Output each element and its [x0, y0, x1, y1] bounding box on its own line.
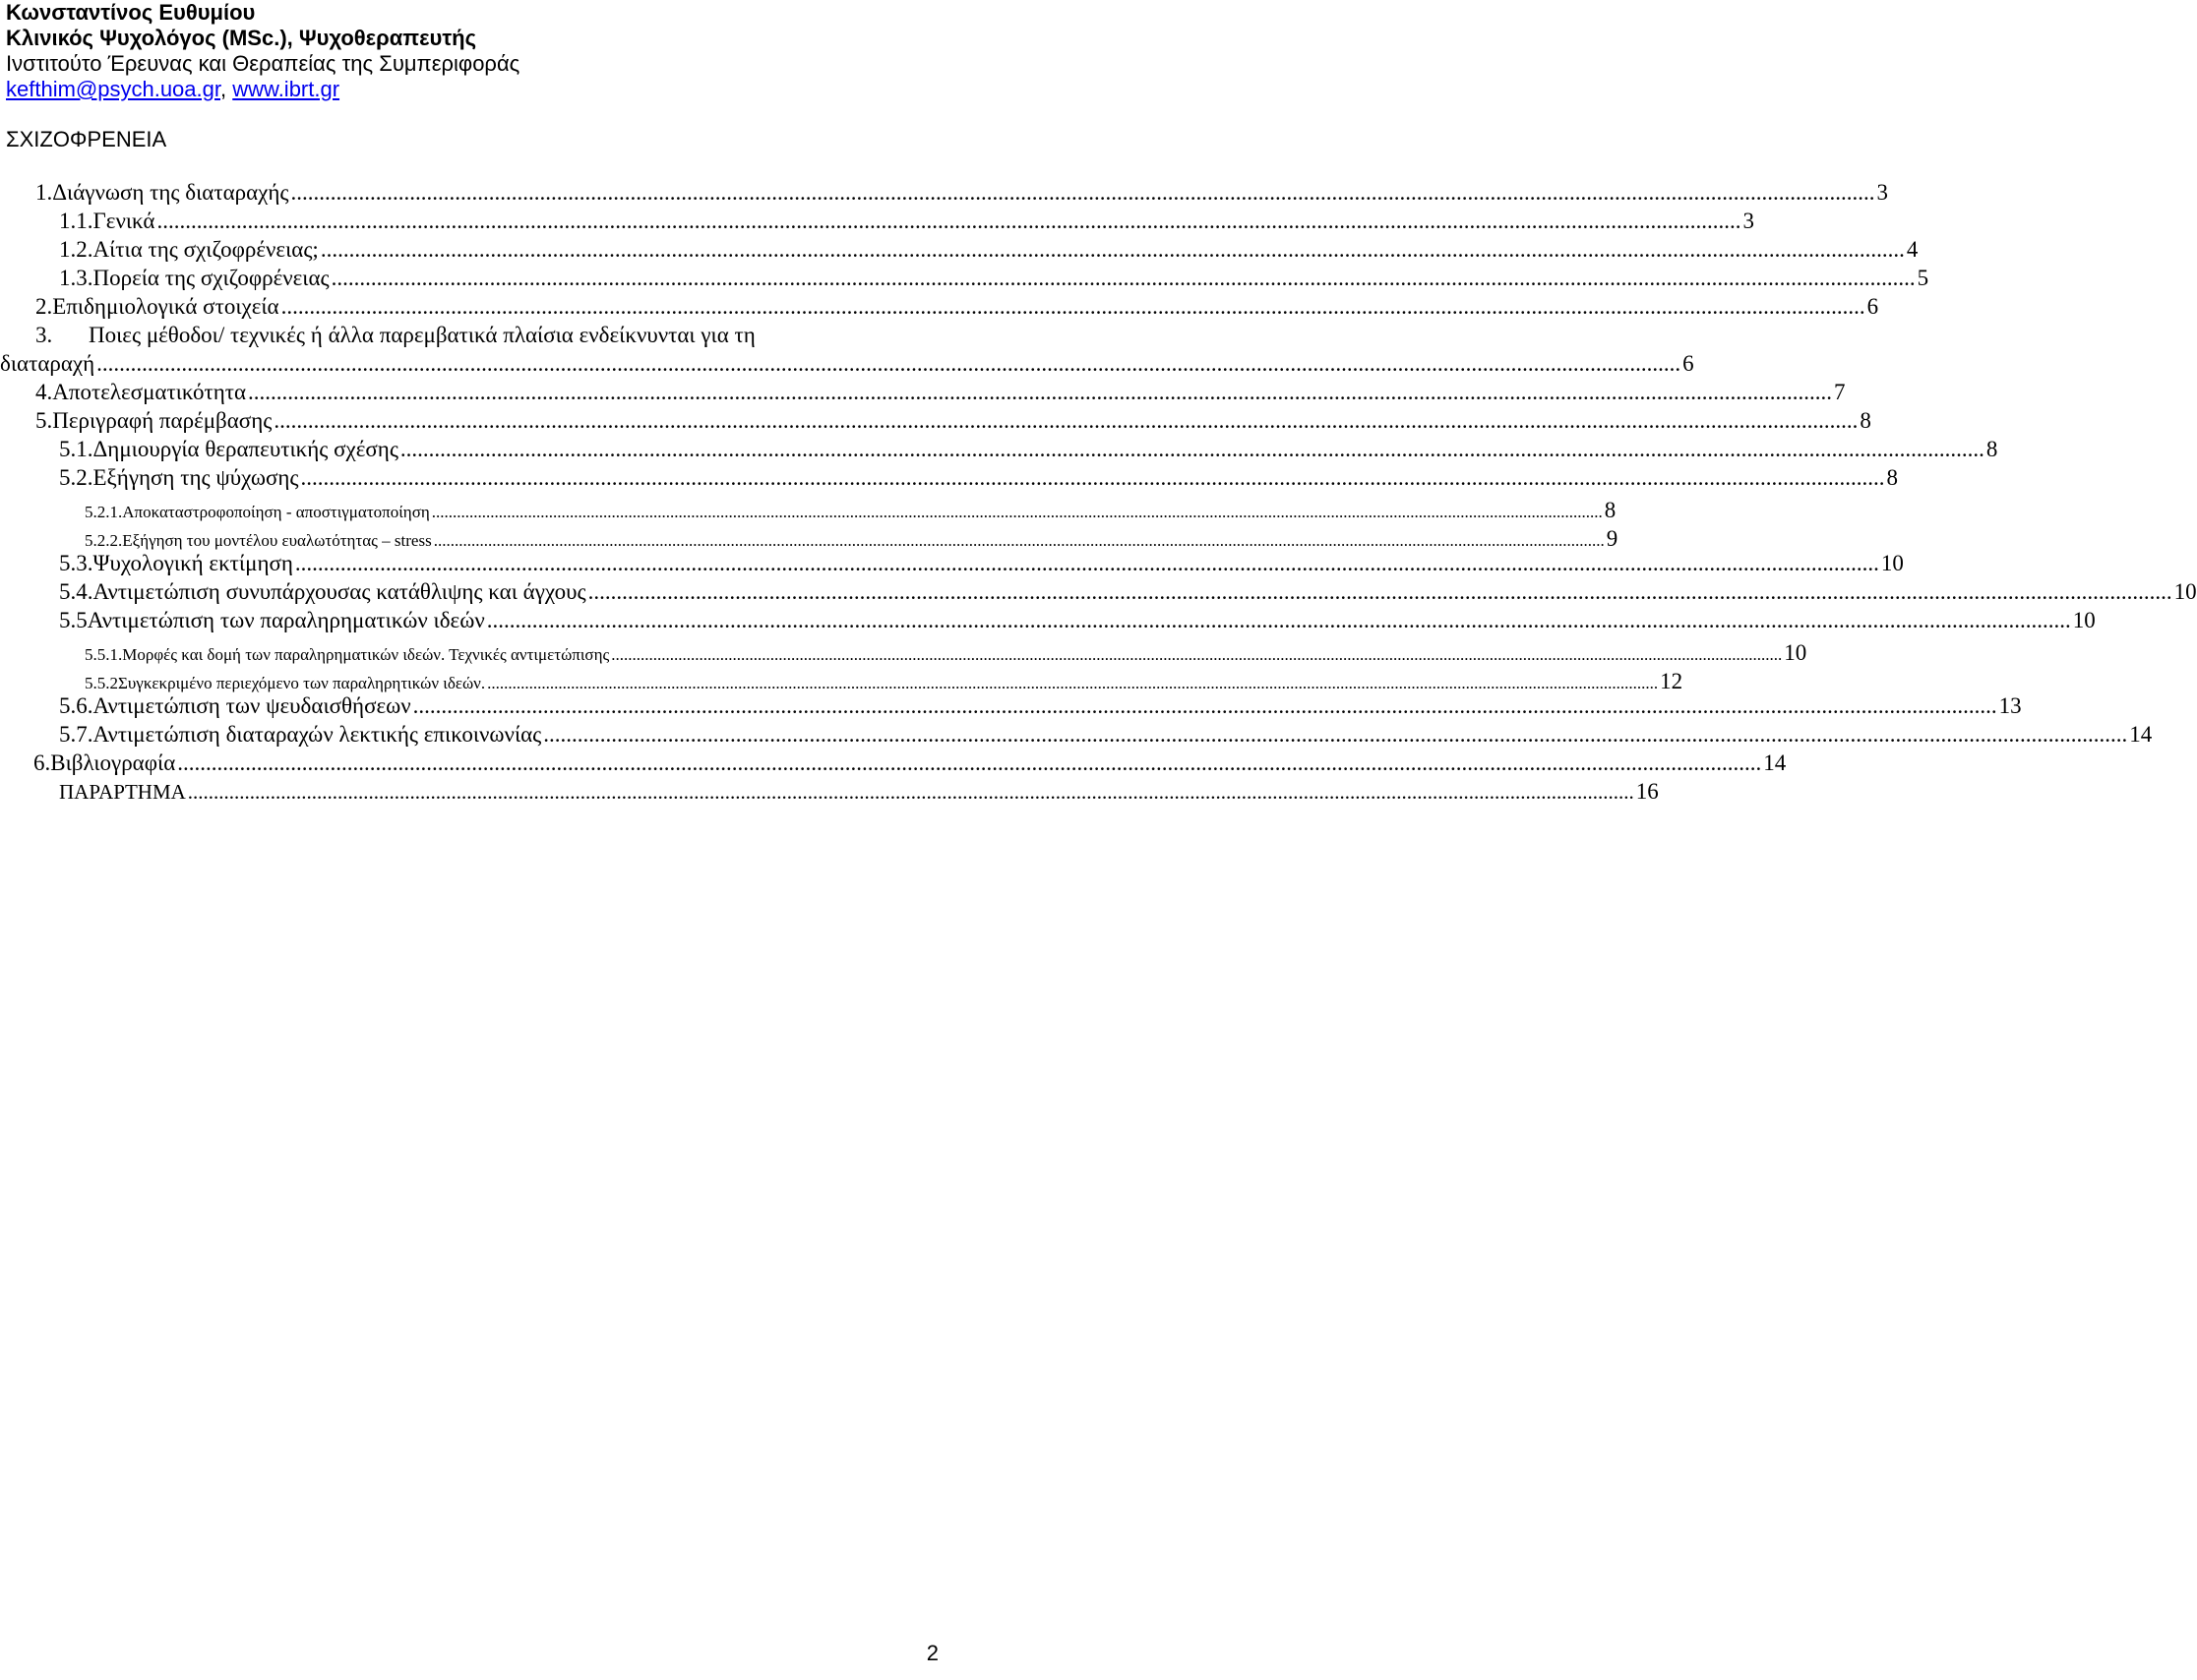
toc-entry[interactable] — [59, 209, 1754, 234]
toc-leader-dots — [432, 503, 1603, 522]
toc-entry-first-line[interactable] — [35, 323, 948, 348]
toc-leader-dots — [588, 579, 2172, 605]
toc-leader-dots — [96, 351, 1680, 377]
author-name: Κωνσταντίνος Ευθυμίου — [6, 0, 256, 25]
toc-entry-number: 1.2. — [59, 237, 93, 262]
toc-entry-title: Επιδημιολογικά στοιχεία — [52, 294, 279, 319]
toc-entry[interactable] — [85, 526, 1618, 552]
toc-entry-title: Ποιες μέθοδοι/ τεχνικές ή άλλα παρεμβατικά πλαίσια ενδείκνυνται για τη — [89, 323, 756, 347]
toc-entry-title: Συγκεκριμένο περιεχόμενο των παραληρητικών ιδεών. — [118, 674, 486, 692]
toc-entry[interactable] — [35, 180, 1889, 206]
toc-leader-dots — [332, 266, 1916, 291]
toc-leader-dots — [434, 531, 1605, 551]
toc-entry-page: 6 — [1682, 351, 1694, 376]
toc-entry-title: Βιβλιογραφία — [50, 750, 176, 775]
toc-entry[interactable] — [59, 579, 2197, 605]
toc-entry-title: Εξήγηση του μοντέλου ευαλωτότητας – stress — [122, 531, 432, 550]
toc-entry[interactable] — [59, 608, 2096, 633]
toc-leader-dots — [487, 608, 2071, 633]
toc-entry-page: 14 — [2129, 722, 2153, 747]
toc-entry[interactable] — [59, 437, 1998, 462]
toc-entry-number: 5.3. — [59, 551, 93, 575]
toc-entry-number: 3. — [35, 323, 53, 347]
toc-leader-dots — [301, 465, 1885, 491]
toc-entry-title: Περιγραφή παρέμβασης — [52, 408, 273, 433]
toc-entry-page: 13 — [1998, 693, 2022, 718]
toc-entry-page: 10 — [2173, 579, 2197, 604]
toc-entry-number: 5.6. — [59, 693, 93, 718]
toc-entry[interactable] — [59, 237, 1919, 263]
toc-leader-dots — [413, 693, 1997, 719]
toc-entry-number: 1.3. — [59, 266, 93, 290]
email-link[interactable]: kefthim@psych.uoa.gr — [6, 77, 220, 101]
toc-entry-number: 5.2.1. — [85, 503, 123, 521]
toc-entry[interactable] — [59, 266, 1929, 291]
toc-entry-number: 5.2.2. — [85, 531, 123, 550]
contact-separator: , — [220, 77, 227, 101]
toc-entry-title: Ψυχολογική εκτίμηση — [92, 551, 293, 575]
toc-entry[interactable] — [59, 465, 1898, 491]
toc-entry[interactable] — [85, 498, 1617, 523]
toc-entry-title: Αποκαταστροφοποίηση - αποστιγματοποίηση — [122, 503, 430, 521]
toc-entry-title: Πορεία της σχιζοφρένειας — [92, 266, 330, 290]
website-link[interactable]: www.ibrt.gr — [232, 77, 340, 101]
toc-entry-number: 5.1. — [59, 437, 93, 461]
toc-entry-number: 5.5.2 — [85, 674, 118, 692]
toc-entry[interactable] — [59, 693, 2022, 719]
toc-entry[interactable] — [85, 669, 1683, 694]
toc-entry-number: 6. — [33, 750, 51, 775]
toc-entry[interactable] — [35, 408, 1871, 434]
toc-entry-page: 10 — [1880, 551, 1904, 575]
toc-entry-title: Αντιμετώπιση των παραληρηματικών ιδεών — [87, 608, 485, 632]
toc-entry-page: 9 — [1606, 526, 1618, 551]
toc-entry-title: Γενικά — [92, 209, 155, 233]
toc-leader-dots — [611, 645, 1782, 665]
toc-entry-number: 4. — [35, 380, 53, 404]
toc-leader-dots — [248, 380, 1832, 405]
toc-leader-dots — [274, 408, 1858, 434]
author-role: Κλινικός Ψυχολόγος (MSc.), Ψυχοθεραπευτής — [6, 26, 477, 50]
toc-entry-number: 5.4. — [59, 579, 93, 604]
toc-entry-number: 5.5 — [59, 608, 88, 632]
toc-entry-page: 5 — [1917, 266, 1929, 290]
toc-entry-title: Αντιμετώπιση των ψευδαισθήσεων — [92, 693, 411, 718]
toc-entry-page: 8 — [1985, 437, 1998, 461]
toc-entry-page: 8 — [1604, 498, 1617, 522]
toc-entry-title-continued: διαταραχή — [0, 351, 95, 376]
toc-entry-page: 3 — [1876, 180, 1889, 205]
toc-entry-page: 7 — [1834, 380, 1846, 404]
toc-entry-title: Αίτια της σχιζοφρένειας; — [92, 237, 319, 262]
toc-leader-dots — [281, 294, 1865, 320]
toc-entry-page: 12 — [1660, 669, 1683, 693]
toc-entry-continuation[interactable] — [0, 351, 1694, 377]
document-header — [6, 0, 519, 102]
toc-entry-number: 5.2. — [59, 465, 93, 490]
toc-entry-page: 4 — [1906, 237, 1919, 262]
toc-entry-page: 8 — [1860, 408, 1871, 433]
toc-entry-appendix[interactable] — [59, 779, 1659, 805]
toc-entry-number: 5.5.1. — [85, 645, 123, 664]
toc-entry-title: Αποτελεσματικότητα — [52, 380, 247, 404]
toc-entry-page: 3 — [1742, 209, 1754, 233]
toc-entry-page: 14 — [1763, 750, 1787, 775]
toc-entry-number: 5.7. — [59, 722, 93, 747]
toc-entry[interactable] — [59, 722, 2153, 748]
toc-entry-title: ΠΑΡΑΡΤΗΜΑ — [59, 780, 186, 804]
toc-entry[interactable] — [59, 551, 1904, 576]
toc-leader-dots — [156, 209, 1740, 234]
toc-entry-number: 1. — [35, 180, 53, 205]
toc-entry-number: 1.1. — [59, 209, 93, 233]
page-number: 2 — [926, 1641, 939, 1665]
contact-line — [6, 77, 519, 102]
toc-entry-page: 6 — [1866, 294, 1879, 319]
toc-entry[interactable] — [35, 380, 1846, 405]
toc-leader-dots — [543, 722, 2127, 748]
toc-leader-dots — [321, 237, 1905, 263]
document-title: ΣΧΙΖΟΦΡΕΝΕΙΑ — [6, 127, 167, 151]
toc-entry-number: 2. — [35, 294, 53, 319]
toc-entry-page: 10 — [2072, 608, 2096, 632]
toc-leader-dots — [188, 780, 1634, 805]
institute-name: Ινστιτούτο Έρευνας και Θεραπείας της Συμπεριφοράς — [6, 51, 520, 76]
toc-entry[interactable] — [33, 750, 1787, 776]
toc-entry-page: 10 — [1784, 640, 1807, 665]
toc-entry-title: Μορφές και δομή των παραληρηματικών ιδεών. Τεχνικές αντιμετώπισης — [122, 645, 610, 664]
toc-entry-title: Διάγνωση της διαταραχής — [52, 180, 289, 205]
toc-leader-dots — [291, 180, 1875, 206]
toc-entry-title: Εξήγηση της ψύχωσης — [92, 465, 299, 490]
toc-entry-title: Αντιμετώπιση διαταραχών λεκτικής επικοινωνίας — [92, 722, 542, 747]
toc-entry-title: Αντιμετώπιση συνυπάρχουσας κατάθλιψης και άγχους — [92, 579, 586, 604]
toc-leader-dots — [400, 437, 1984, 462]
toc-entry-page: 16 — [1635, 779, 1659, 804]
toc-leader-dots — [177, 750, 1761, 776]
toc-entry-number: 5. — [35, 408, 53, 433]
toc-leader-dots — [295, 551, 1879, 576]
toc-leader-dots — [487, 674, 1658, 693]
toc-entry-title: Δημιουργία θεραπευτικής σχέσης — [92, 437, 398, 461]
toc-entry-page: 8 — [1886, 465, 1898, 490]
toc-entry[interactable] — [85, 640, 1807, 666]
toc-entry[interactable] — [35, 294, 1879, 320]
